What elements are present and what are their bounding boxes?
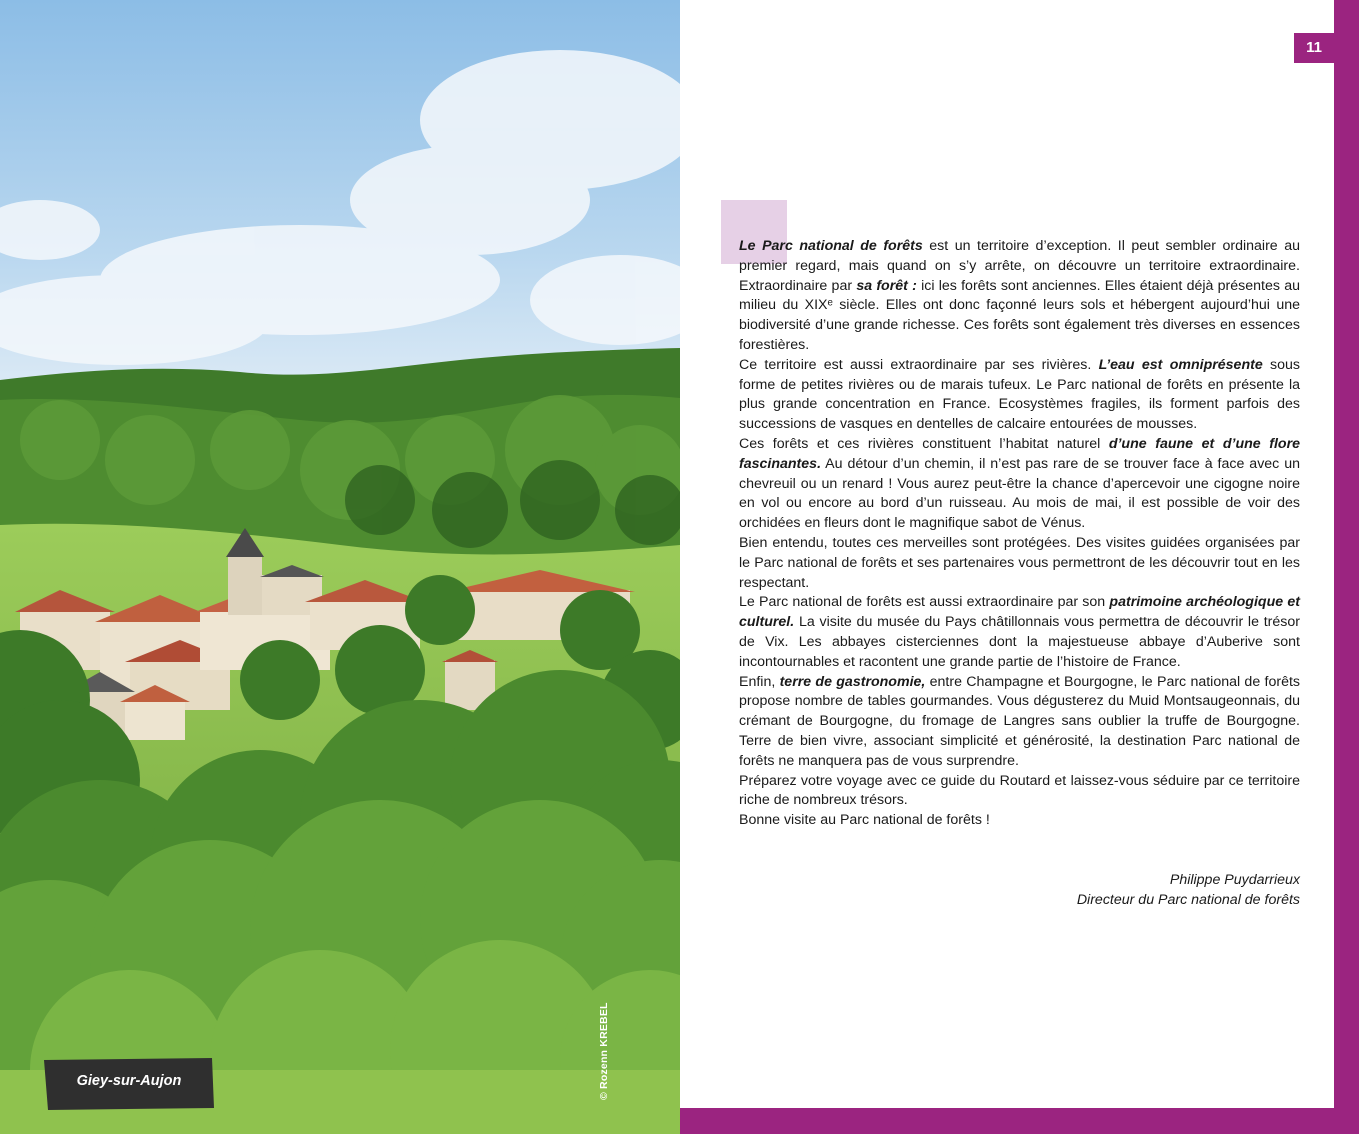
paragraph-text: Ce territoire est aussi extraordinaire par ses rivières. <box>739 356 1099 373</box>
paragraph-text: Le Parc national de forêts est aussi extraordinaire par son <box>739 594 1110 611</box>
paragraph-text: Ces forêts et ces rivières constituent l’habitat naturel <box>739 435 1109 452</box>
article-paragraph <box>739 593 1300 672</box>
emphasis-text: terre de gastronomie, <box>779 673 926 690</box>
article-paragraph <box>739 811 1300 831</box>
photo-caption-text: Giey-sur-Aujon <box>76 1073 182 1089</box>
signature-title: Directeur du Parc national de forêts <box>1076 891 1300 908</box>
article-paragraph <box>739 435 1300 534</box>
paragraph-text: Bonne visite au Parc national de forêts ! <box>739 812 990 829</box>
paragraph-text: entre Champagne et Bourgogne, le Parc national de forêts propose nombre de tables gourmandes. Vous dégusterez du Muid Montsaugeonnais, du crémant de Bourgogne, du fromage de Langres sans oublier la truffe de Bourgogne. Terre de bien vivre, associant simplicité et générosité, la destination Parc national de forêts ne manquera pas de vous surprendre. <box>739 673 1300 769</box>
emphasis-text: d’une faune et d’une flore fascinantes. <box>739 435 1300 472</box>
paragraph-text: Au détour d’un chemin, il n’est pas rare de se trouver face à face avec un chevreuil ou un renard ! Vous aurez peut-être la chance d’apercevoir une cigogne noire en vol ou encore au bord d’un ruisseau. Au mois de mai, il est possible de voir des orchidées en fleurs dont le magnifique sabot de Vénus. <box>739 455 1300 532</box>
page-number: 11 <box>1306 39 1322 56</box>
emphasis-text: L’eau est omniprésente <box>1098 356 1263 373</box>
page-number-box <box>1294 33 1334 63</box>
page-bottom-band <box>680 1108 1359 1134</box>
article-paragraph <box>739 673 1300 772</box>
article-paragraph <box>739 356 1300 435</box>
paragraph-text: sous forme de petites rivières ou de marais tufeux. Le Parc national de forêts en présente la plus grande concentration en France. Ecosystèmes fragiles, ils forment parfois des successions de vasques en dentelles de calcaire entourées de mousses. <box>739 356 1300 433</box>
article-body <box>739 237 1300 831</box>
signature <box>900 871 1300 911</box>
paragraph-text: Bien entendu, toutes ces merveilles sont protégées. Des visites guidées organisées par le Parc national de forêts et ses partenaires vous permettront de les découvrir tout en les respectant. <box>739 534 1300 591</box>
photo-caption-tag <box>44 1058 214 1110</box>
page-side-band <box>1334 0 1359 1134</box>
paragraph-text: est un territoire d’exception. Il peut sembler ordinaire au premier regard, mais quand on s’y arrête, on découvre un territoire extraordinaire. Extraordinaire par <box>739 238 1300 294</box>
paragraph-text: Enfin, <box>739 673 780 690</box>
article-paragraph <box>739 772 1300 812</box>
article-paragraph <box>739 237 1300 356</box>
paragraph-text: ici les forêts sont anciennes. Elles étaient déjà présentes au milieu du XIXᵉ siècle. Elles ont donc façonné leurs sols et hébergent aujourd’hui une biodiversité d’une grande richesse. Ces forêts sont également très diverses en essences forestières. <box>739 277 1300 353</box>
paragraph-text: Préparez votre voyage avec ce guide du Routard et laissez-vous séduire par ce territoire riche de nombreux trésors. <box>739 772 1300 809</box>
paragraph-text: La visite du musée du Pays châtillonnais vous permettra de découvrir le trésor de Vix. Les abbayes cisterciennes dont la majestueuse abbaye d’Auberive sont incontournables et racontent une grande partie de l’histoire de France. <box>739 614 1300 670</box>
emphasis-text: Le Parc national de forêts <box>739 238 923 254</box>
emphasis-text: sa forêt : <box>856 277 917 294</box>
article-paragraph <box>739 534 1300 593</box>
photo-credit-text: © Rozenn KREBEL <box>598 1002 610 1100</box>
emphasis-text: patrimoine archéologique et culturel. <box>739 594 1300 631</box>
signature-name: Philippe Puydarrieux <box>1169 872 1300 888</box>
photo-credit <box>598 980 614 1100</box>
